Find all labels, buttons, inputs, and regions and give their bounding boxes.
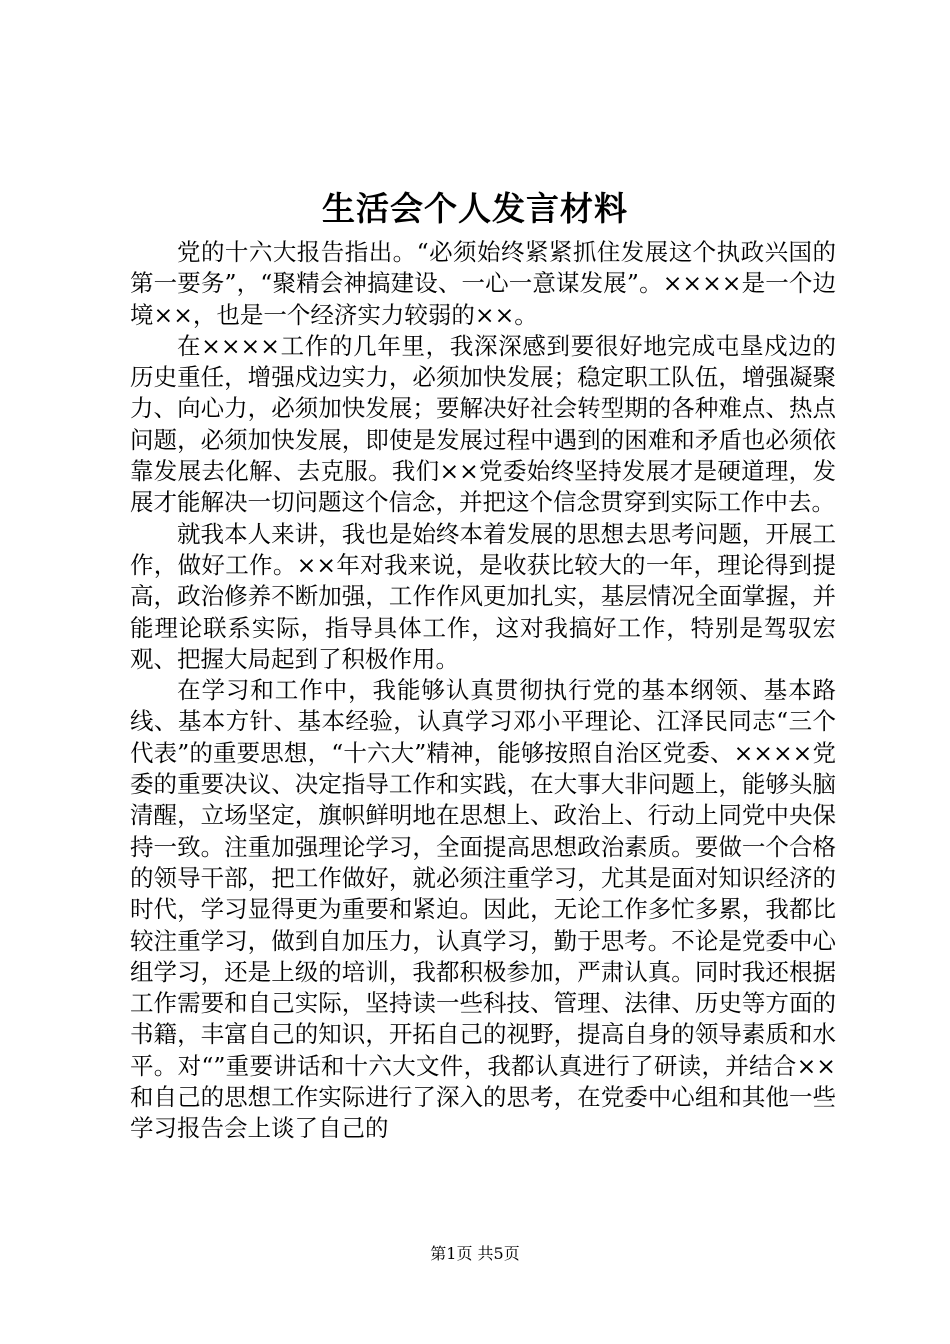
document-title: 生活会个人发言材料 <box>322 189 628 228</box>
document-body <box>130 237 836 1145</box>
paragraph-2: 在××××工作的几年里，我深深感到要很好地完成屯垦戍边的历史重任，增强戍边实力，必须加快发展；稳定职工队伍，增强凝聚力、向心力，必须加快发展；要解决好社会转型期的各种难点、热点问题，必须加快发展，即使是发展过程中遇到的困难和矛盾也必须依靠发展去化解、去克服。我们××党委始终坚持发展才是硬道理，发展才能解决一切问题这个信念，并把这个信念贯穿到实际工作中去。 <box>130 331 836 517</box>
paragraph-1: 党的十六大报告指出。“必须始终紧紧抓住发展这个执政兴国的第一要务”，“聚精会神搞建设、一心一意谋发展”。××××是一个边境××，也是一个经济实力较弱的××。 <box>130 238 836 329</box>
page-footer: 第1页 共5页 <box>430 1244 520 1263</box>
paragraph-3: 就我本人来讲，我也是始终本着发展的思想去思考问题，开展工作，做好工作。××年对我来说，是收获比较大的一年，理论得到提高，政治修养不断加强，工作作风更加扎实，基层情况全面掌握，并能理论联系实际，指导具体工作，这对我搞好工作，特别是驾驭宏观、把握大局起到了积极作用。 <box>130 519 836 673</box>
paragraph-4: 在学习和工作中，我能够认真贯彻执行党的基本纲领、基本路线、基本方针、基本经验，认真学习邓小平理论、江泽民同志“三个代表”的重要思想，“十六大”精神，能够按照自治区党委、××××党委的重要决议、决定指导工作和实践，在大事大非问题上，能够头脑清醒，立场坚定，旗帜鲜明地在思想上、政治上、行动上同党中央保持一致。注重加强理论学习，全面提高思想政治素质。要做一个合格的领导干部，把工作做好，就必须注重学习，尤其是面对知识经济的时代，学习显得更为重要和紧迫。因此，无论工作多忙多累，我都比较注重学习，做到自加压力，认真学习，勤于思考。不论是党委中心组学习，还是上级的培训，我都积极参加，严肃认真。同时我还根据工作需要和自己实际，坚持读一些科技、管理、法律、历史等方面的书籍，丰富自己的知识，开拓自己的视野，提高自身的领导素质和水平。对“”重要讲话和十六大文件，我都认真进行了研读，并结合××和自己的思想工作实际进行了深入的思考，在党委中心组和其他一些学习报告会上谈了自己的 <box>130 676 836 1143</box>
